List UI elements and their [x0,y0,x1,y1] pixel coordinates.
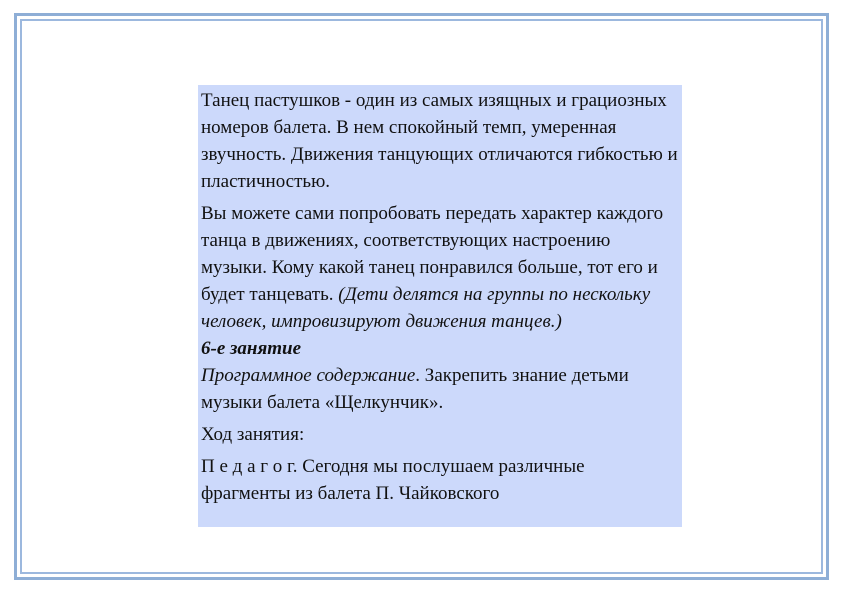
instructions-note: (Дети делятся на группы по нескольку человек, импровизируют движения танцев.) [201,284,651,332]
teacher-text: Сегодня мы послушаем различные фрагменты из балета П. Чайковского [201,456,585,504]
lesson-heading: 6-е занятие [201,338,302,359]
paragraph-dance-instructions [201,200,678,335]
program-text: . Закрепить знание детьми музыки балета «Щелкунчик». [201,365,629,413]
text-block [198,85,682,527]
paragraph-teacher-speech [201,453,678,507]
teacher-label: П е д а г о г. [201,456,298,477]
lesson-course-heading: Ход занятия: [201,424,305,445]
paragraph-shepherds-dance: Танец пастушков - один из самых изящных и грациозных номеров балета. В нем спокойный темп, умеренная звучность. Движения танцующих отличаются гибкостью и пластичностью. [201,90,678,192]
paragraph-program-content [201,362,678,416]
program-label: Программное содержание [201,365,416,386]
instructions-text: Вы можете сами попробовать передать характер каждого танца в движениях, соответствующих настроению музыки. Кому какой танец понравился больше, тот его и будет танцевать. [201,203,664,305]
